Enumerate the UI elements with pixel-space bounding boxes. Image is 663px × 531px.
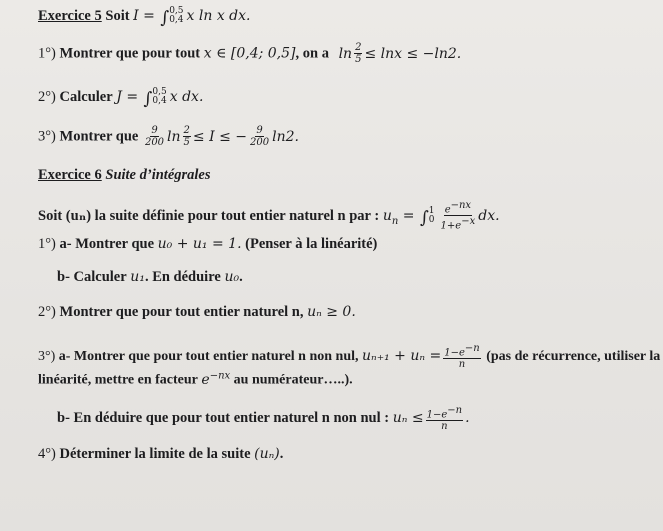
ex6-q2-text: Montrer que pour tout entier naturel n, <box>59 304 304 320</box>
ex6-q3b-text: b- En déduire que pour tout entier naturel n non nul : <box>57 409 390 426</box>
ex6-q3a-line2b: au numérateur…..). <box>230 372 353 388</box>
ex5-q1-interval: x ∈ [0,4; 0,5] <box>203 45 296 62</box>
ex5-q1 <box>38 42 461 65</box>
ex5-q1-text: Montrer que pour tout <box>59 45 201 62</box>
ex5-q2-text: Calculer <box>59 89 113 105</box>
ex6-q3b: b- En déduire que pour tout entier naturel n non nul : uₙ ≤ $\frac{1-e^{-n}}{n}$ . <box>57 405 470 433</box>
ex5-q3-num: 3°) <box>38 128 60 145</box>
ex6-q4-num: 4°) <box>38 446 60 462</box>
ex5-q2 <box>38 88 203 108</box>
ex6-q2-ineq: uₙ ≥ 0. <box>307 304 356 320</box>
ex6-q1a-num: 1°) <box>38 236 60 252</box>
ex6-q4-end: . <box>279 446 284 462</box>
ex6-q1b-u1: u₁ <box>130 269 145 285</box>
ex6-q2-num: 2°) <box>38 304 60 320</box>
ex5-q1-num: 1°) <box>38 45 60 62</box>
ex6-q1a-eq: u₀ + u₁ = 1. <box>157 236 242 252</box>
ex6-q3b-rhs: $\frac{1-e^{-n}}{n}$ <box>426 405 463 433</box>
ex6-q4-text: Déterminer la limite de la suite <box>59 446 251 462</box>
ex6-q3a-num: 3°) <box>38 348 59 364</box>
ex5-title: Exercice 5 <box>38 8 102 24</box>
ex6-q2 <box>38 303 356 321</box>
ex6-q1a <box>38 235 377 253</box>
ex5-q1-ineq-rest: ≤ lnx ≤ −ln2. <box>364 45 462 62</box>
ex6-q1a-hint: (Penser à la linéarité) <box>241 236 378 252</box>
ex6-q3a-lhs: uₙ₊₁ + uₙ = <box>362 347 442 364</box>
ex6-q3a-line2 <box>38 367 353 390</box>
ex5-q1-inequality: ln $\frac{2}{5}$ ≤ lnx ≤ −ln2. <box>338 42 462 65</box>
ex6-intro: Soit (uₙ) la suite définie pour tout entier naturel n par : <box>38 207 380 224</box>
ex6-intro-line <box>38 200 500 232</box>
ex5-q2-num: 2°) <box>38 89 60 105</box>
ex6-q1a-text: a- Montrer que <box>59 236 155 252</box>
ex5-q3-text: Montrer que <box>59 128 139 145</box>
ex6-q3b-lhs: uₙ ≤ <box>392 409 424 426</box>
ex6-q1b-end: . <box>239 269 243 285</box>
ex6-title: Exercice 6 <box>38 167 102 183</box>
ex6-q1b-text: b- Calculer <box>57 269 127 285</box>
ex6-q1b-then: . En déduire <box>144 269 221 285</box>
ex6-q3a-line2a: linéarité, mettre en facteur <box>38 372 198 388</box>
ex6-q1b <box>57 268 243 286</box>
ex6-definition: $u_n$ = ∫ 1 0 $\frac{e^{-nx}}{1+e^{-x}}$ dx. <box>382 200 500 232</box>
ex6-q1b-u0: u₀ <box>224 269 240 285</box>
ex5-header-line <box>38 7 250 27</box>
ex6-q3a-hint: (pas de récurrence, utiliser la <box>482 348 661 364</box>
ex6-q4 <box>38 445 283 463</box>
ex6-header-line <box>38 166 211 184</box>
ex5-integral-J: J = ∫ 0,5 0,4 x dx. <box>116 87 204 109</box>
ex6-q3a-rhs: $\frac{1-e^{-n}}{n}$ <box>444 343 480 371</box>
ex6-q4-seq: (uₙ) <box>254 446 280 462</box>
ex5-q3-inequality: $\frac{9}{200}$ ln $\frac{2}{5}$ ≤ I ≤ − $\frac{9}{200}$ ln2. <box>144 125 299 148</box>
ex6-q3a-text: a- Montrer que pour tout entier naturel n non nul, <box>58 348 359 364</box>
ex5-q3 <box>38 125 299 148</box>
ex5-integral-I: I = ∫ 0,5 0,4 x ln x dx. <box>133 6 251 28</box>
ex6-subtitle: Suite d’intégrales <box>105 167 211 183</box>
ex6-q3a-factor: $e^{-nx}$ <box>201 370 231 388</box>
ex5-q1-on-a: , on a <box>295 45 329 62</box>
ex5-intro: Soit <box>105 8 130 24</box>
